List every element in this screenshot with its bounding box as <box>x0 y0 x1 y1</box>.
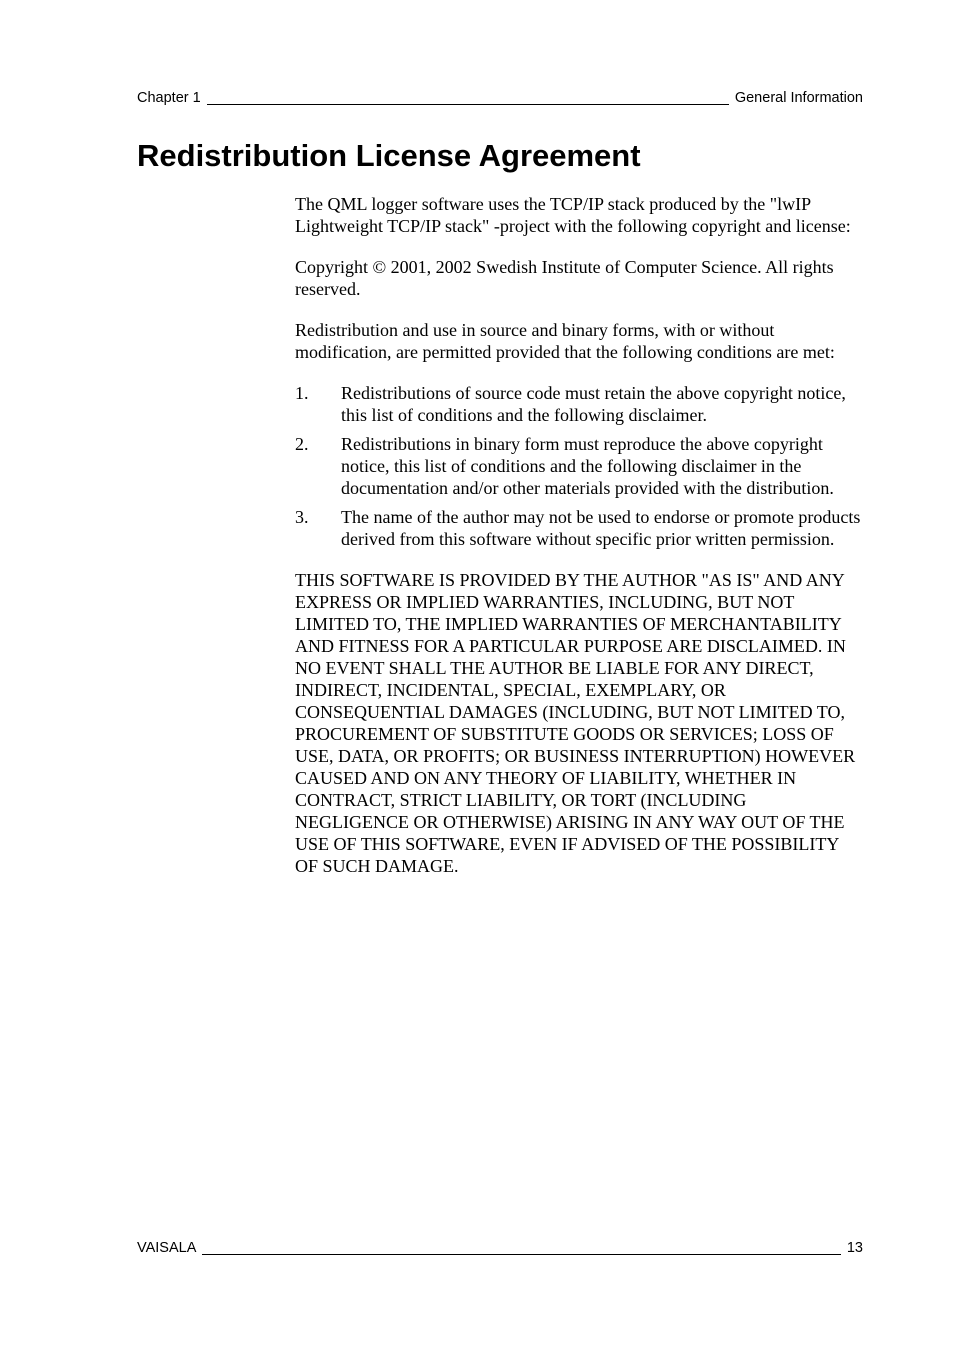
footer-page-number: 13 <box>846 1240 863 1256</box>
page-footer <box>137 1240 863 1257</box>
conditions-intro-paragraph: Redistribution and use in source and binary forms, with or without modification, are permitted provided that the following conditions are met: <box>295 320 835 362</box>
disclaimer-paragraph: THIS SOFTWARE IS PROVIDED BY THE AUTHOR "AS IS" AND ANY EXPRESS OR IMPLIED WARRANTIES, INCLUDING, BUT NOT LIMITED TO, THE IMPLIED WARRANTIES OF MERCHANTABILITY AND FITNESS FOR A PARTICULAR PURPOSE ARE DISCLAIMED. IN NO EVENT SHALL THE AUTHOR BE LIABLE FOR ANY DIRECT, INDIRECT, INCIDENTAL, SPECIAL, EXEMPLARY, OR CONSEQUENTIAL DAMAGES (INCLUDING, BUT NOT LIMITED TO, PROCUREMENT OF SUBSTITUTE GOODS OR SERVICES; LOSS OF USE, DATA, OR PROFITS; OR BUSINESS INTERRUPTION) HOWEVER CAUSED AND ON ANY THEORY OF LIABILITY, WHETHER IN CONTRACT, STRICT LIABILITY, OR TORT (INCLUDING NEGLIGENCE OR OTHERWISE) ARISING IN ANY WAY OUT OF THE USE OF THIS SOFTWARE, EVEN IF ADVISED OF THE POSSIBILITY OF SUCH DAMAGE. <box>295 570 856 876</box>
footer-company: VAISALA <box>137 1240 197 1256</box>
header-rule <box>207 103 729 105</box>
body-text <box>295 193 863 896</box>
condition-text: Redistributions of source code must retain the above copyright notice, this list of conditions and the following disclaimer. <box>341 383 846 425</box>
page-title: Redistribution License Agreement <box>137 138 641 173</box>
conditions-list <box>295 382 863 550</box>
header-section: General Information <box>734 90 863 106</box>
condition-number: 2. <box>295 434 309 454</box>
copyright-paragraph: Copyright © 2001, 2002 Swedish Institute of Computer Science. All rights reserved. <box>295 257 834 299</box>
condition-number: 1. <box>295 383 309 403</box>
condition-number: 3. <box>295 507 309 527</box>
intro-paragraph: The QML logger software uses the TCP/IP stack produced by the "lwIP Lightweight TCP/IP stack" -project with the following copyright and license: <box>295 194 851 236</box>
condition-item <box>295 506 863 550</box>
condition-item <box>295 382 863 426</box>
condition-text: The name of the author may not be used to endorse or promote products derived from this software without specific prior written permission. <box>341 507 861 549</box>
header-chapter: Chapter 1 <box>137 90 201 106</box>
condition-item <box>295 433 863 499</box>
page-header <box>137 90 863 107</box>
footer-rule <box>202 1253 840 1255</box>
condition-text: Redistributions in binary form must reproduce the above copyright notice, this list of conditions and the following disclaimer in the documentation and/or other materials provided with the distribution. <box>341 434 834 498</box>
